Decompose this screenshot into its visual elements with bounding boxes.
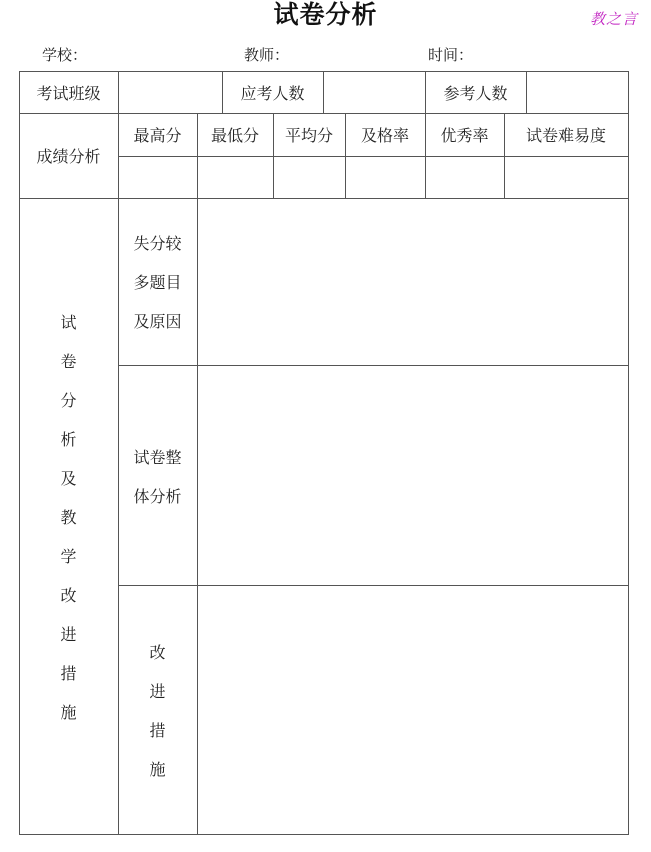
row-divider: [118, 585, 629, 586]
excellence-rate-header: 优秀率: [440, 126, 489, 145]
average-score-header: 平均分: [284, 126, 333, 145]
difficulty-header: 试卷难易度: [525, 126, 606, 145]
pass-rate-header: 及格率: [360, 126, 409, 145]
score-analysis-label: 成绩分析: [36, 147, 101, 166]
row-divider: [118, 156, 629, 157]
analysis-section-label: 试 卷 分 析 及 教 学 改 进 措 施: [60, 313, 77, 722]
col-divider: [197, 113, 198, 835]
class-label: 考试班级: [36, 83, 101, 103]
page-title: 试卷分析: [273, 0, 378, 29]
lost-points-reasons-label: 失分较 多题目 及原因: [133, 234, 182, 331]
candidates-label: 应考人数: [240, 83, 305, 103]
col-divider: [526, 71, 527, 113]
highest-score-header: 最高分: [133, 126, 182, 145]
row-divider: [118, 365, 629, 366]
table-border-bottom: [19, 834, 629, 835]
participants-label: 参考人数: [443, 83, 508, 103]
improvement-measures-label: 改 进 措 施: [149, 643, 166, 779]
teacher-label: 教师：: [244, 46, 290, 64]
time-label: 时间：: [428, 46, 474, 64]
col-divider: [323, 71, 324, 113]
brand-logo: 教之言: [590, 10, 639, 28]
lowest-score-header: 最低分: [210, 126, 259, 145]
row-divider: [19, 198, 629, 199]
col-divider: [118, 71, 119, 113]
overall-analysis-label: 试卷整 体分析: [133, 448, 182, 506]
table-border-right: [628, 71, 629, 835]
school-label: 学校：: [42, 46, 88, 64]
